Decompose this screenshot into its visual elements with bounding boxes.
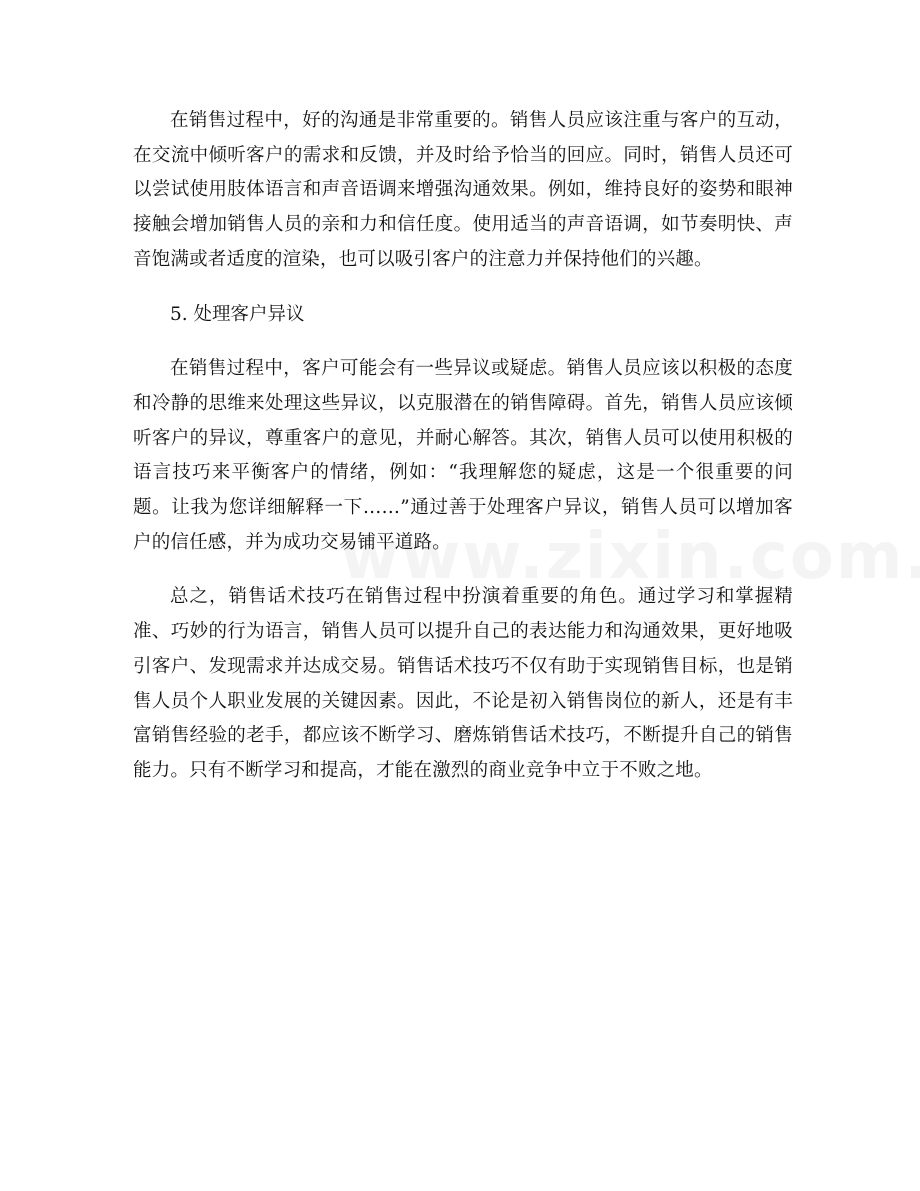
paragraph-objections: 在销售过程中，客户可能会有一些异议或疑虑。销售人员应该以积极的态度和冷静的思维来处理这些异议，以克服潜在的销售障碍。首先，销售人员应该倾听客户的异议，尊重客户的意见，并耐心解答。其次，销售人员可以使用积极的语言技巧来平衡客户的情绪，例如：“我理解您的疑虑，这是一个很重要的问题。让我为您详细解释一下……”通过善于处理客户异议，销售人员可以增加客户的信任感，并为成功交易铺平道路。: [133, 358, 793, 553]
document-body: [133, 104, 793, 789]
paragraph-conclusion: 总之，销售话术技巧在销售过程中扮演着重要的角色。通过学习和掌握精准、巧妙的行为语言，销售人员可以提升自己的表达能力和沟通效果，更好地吸引客户、发现需求并达成交易。销售话术技巧不仅有助于实现销售目标，也是销售人员个人职业发展的关键因素。因此，不论是初入销售岗位的新人，还是有丰富销售经验的老手，都应该不断学习、磨炼销售话术技巧，不断提升自己的销售能力。只有不断学习和提高，才能在激烈的商业竞争中立于不败之地。: [133, 586, 793, 781]
paragraph-spacer: [133, 560, 793, 580]
paragraph-spacer: [133, 332, 793, 352]
section-heading: 5. 处理客户异议: [170, 303, 305, 325]
paragraph-spacer: [133, 278, 793, 298]
paragraph-communication: 在销售过程中，好的沟通是非常重要的。销售人员应该注重与客户的互动，在交流中倾听客户的需求和反馈，并及时给予恰当的回应。同时，销售人员还可以尝试使用肢体语言和声音语调来增强沟通效果。例如，维持良好的姿势和眼神接触会增加销售人员的亲和力和信任度。使用适当的声音语调，如节奏明快、声音饱满或者适度的渲染，也可以吸引客户的注意力并保持他们的兴趣。: [133, 110, 793, 270]
